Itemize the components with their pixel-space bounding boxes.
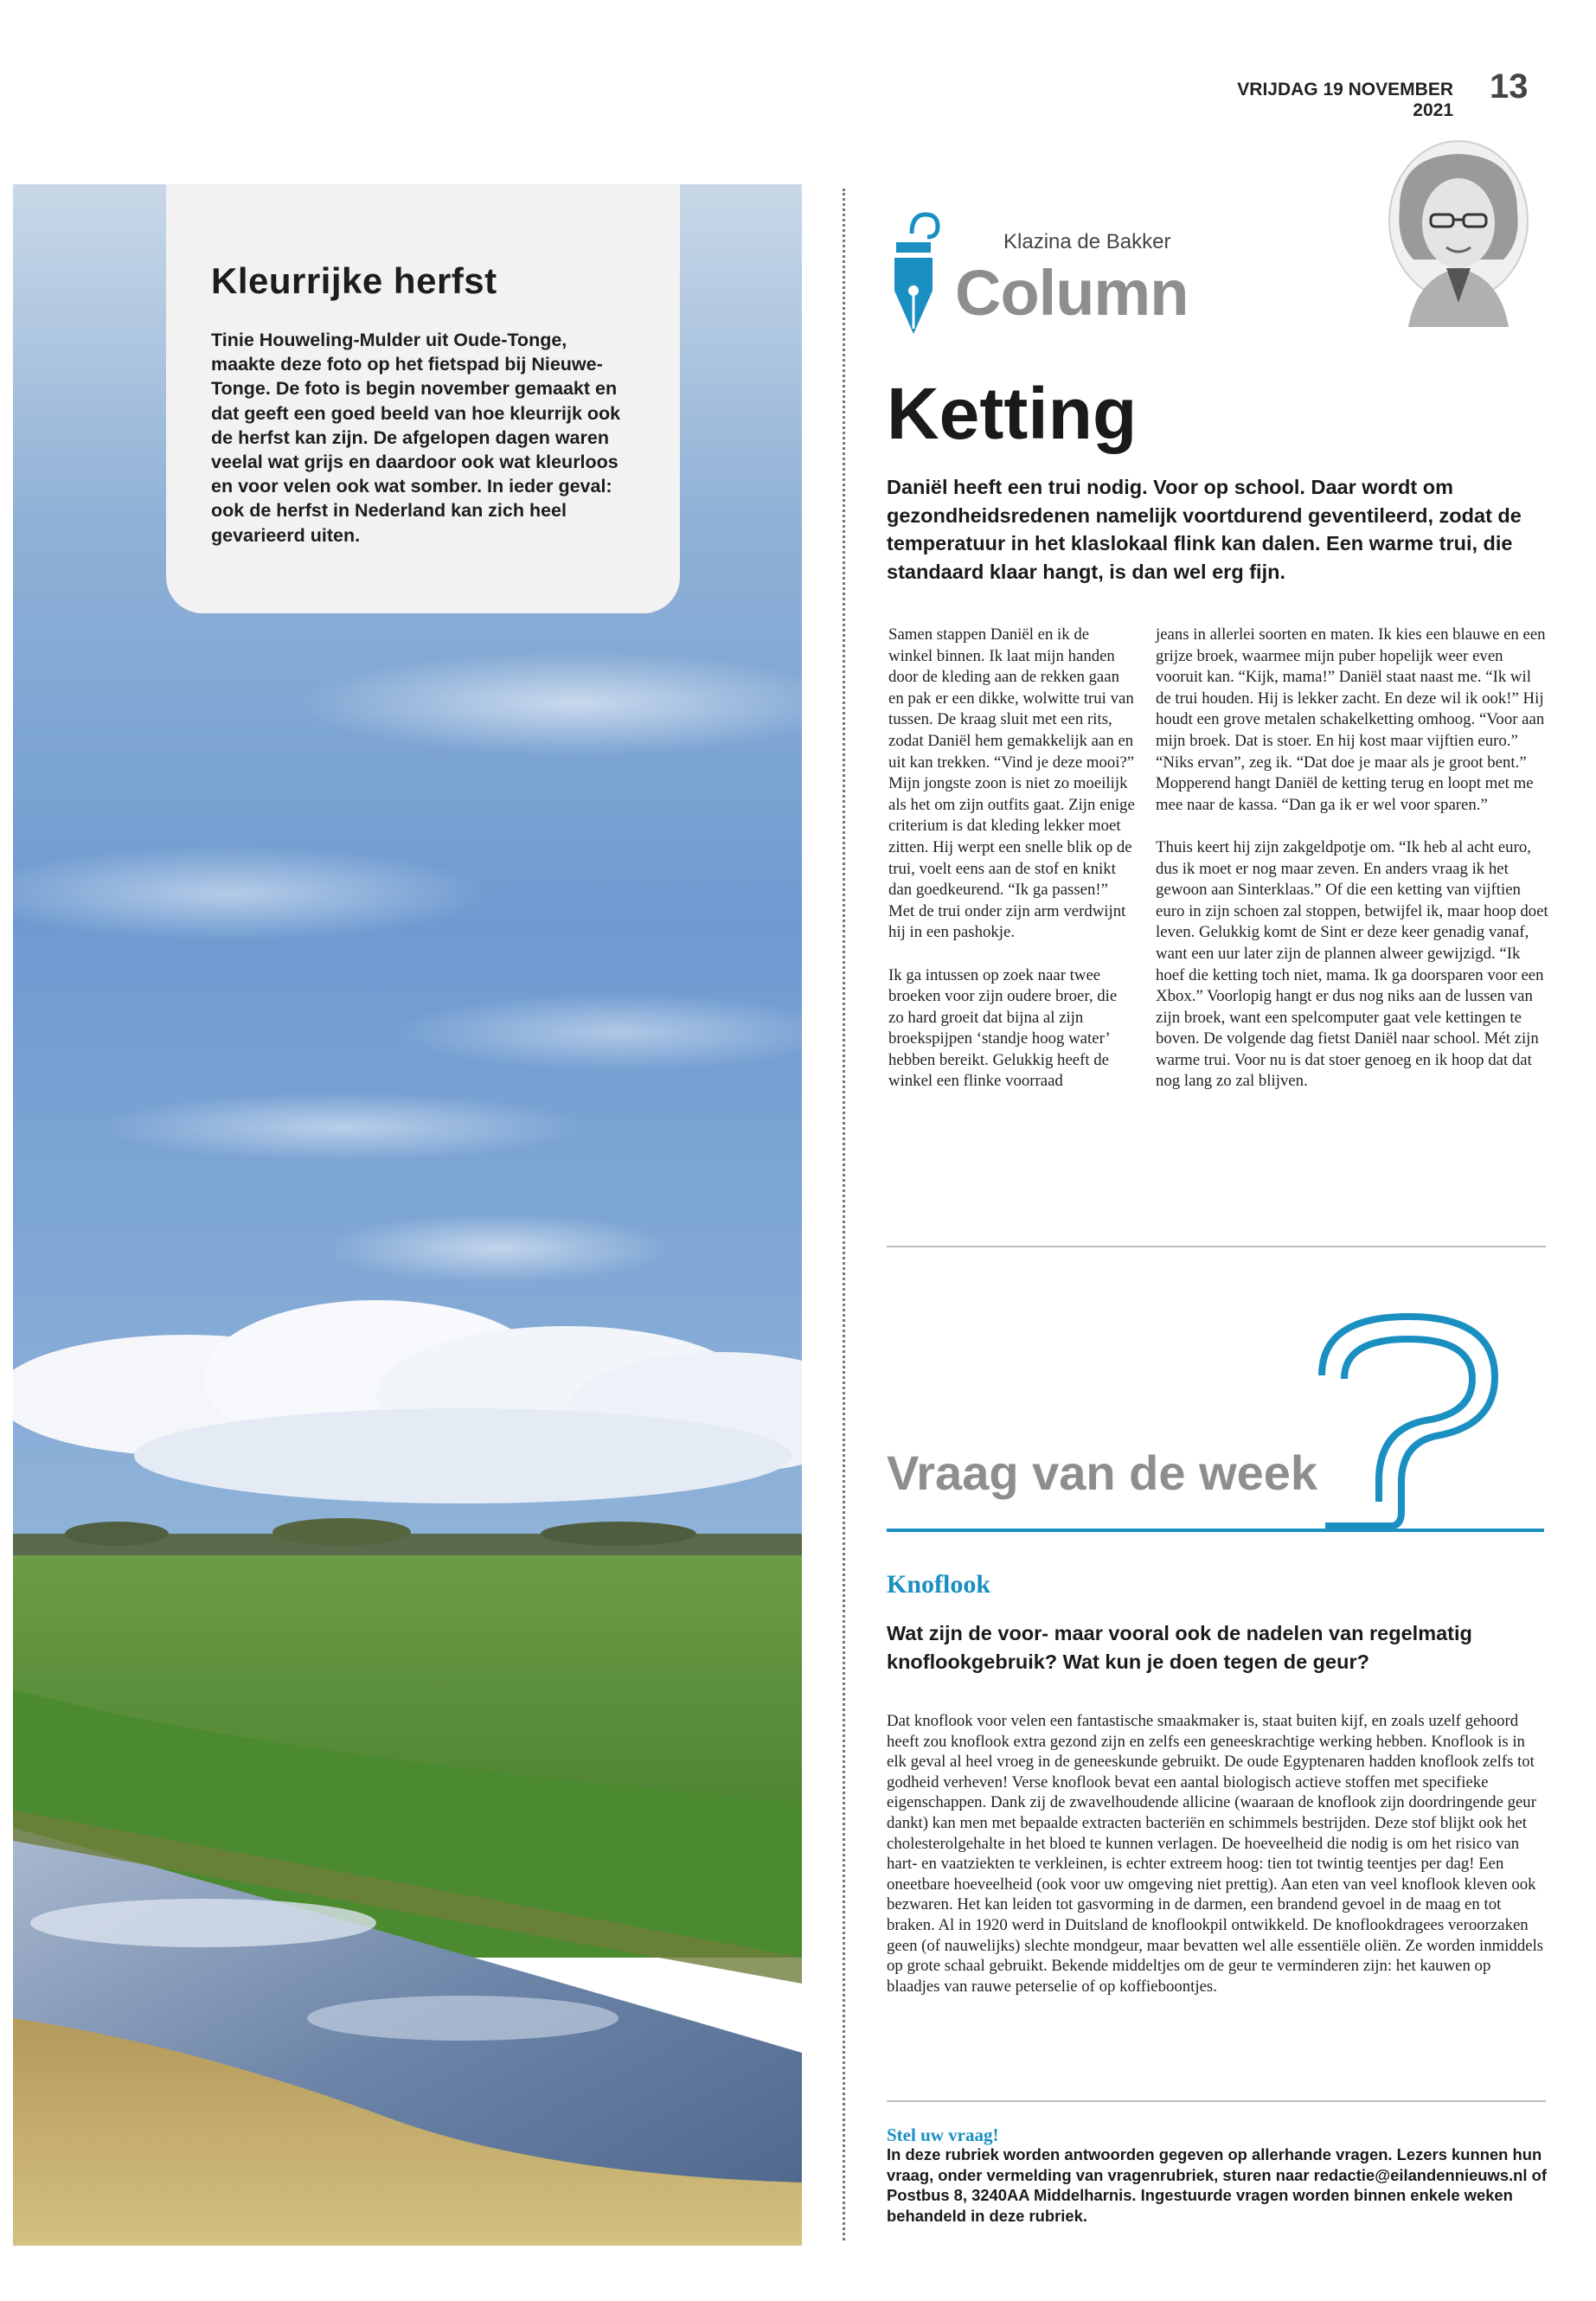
issue-date: VRIJDAG 19 NOVEMBER 2021 [1237, 80, 1453, 120]
photo-caption-title: Kleurrijke herfst [211, 260, 497, 301]
column-divider [843, 189, 845, 2240]
article-paragraph: Thuis keert hij zijn zakgeldpotje om. “Ik heb al acht euro, dus ik moet er nog maar zeven. En anders vraag ik het gewoon aan Sinterklaas.” Of die een ketting van vijftien euro in zijn schoen zal stoppen, betwijfel ik, maar hoop doet leven. Gelukkig komt de Sint er deze keer genadig vanaf, want een uur later zijn de plannen alweer gewijzigd. “Ik hoef die ketting toch niet, mama. Ik ga doorsparen voor een Xbox.” Voorlopig hangt er dus nog niks aan de lussen van zijn broek, want een spelcomputer gaat vele kettingen te boven. De volgende dag fietst Daniël naar school. Mét zijn warme trui. Voor nu is dat stoer genoeg en ik hoop dat dat nog lang zo zal blijven. [1156, 837, 1548, 1091]
vraag-answer: Dat knoflook voor velen een fantastische smaakmaker is, staat buiten kijf, en zoals uzelf gehoord heeft zou knoflook extra gezond zijn en zelfs een geneeskrachtige werking hebben. Knoflook is in elk geval al heel vroeg in de geneeskunde gebruikt. De oude Egyptenaren hadden knoflook zelfs tot godheid verheven! Verse knoflook bevat een aantal biologisch actieve stoffen met specifieke eigenschappen. Dank zij de zwavelhoudende allicine (waaraan de knoflook zijn doordringende geur dankt) kan men met bepaalde extracten bacteriën en schimmels bestrijden. Deze stof blijkt ook het cholesterolgehalte in het bloed te kunnen verlagen. De hoeveelheid die nodig is om het risico van hart- en vaatziekten te verkleinen, is echter extreem hoog: tien tot twintig teentjes per dag! Een oneetbare hoeveelheid (ook voor uw omgeving niet prettig). Aan eten van veel knoflook kleven ook bezwaren. Het kan leiden tot gasvorming in de darmen, een brandend gevoel in de maag en tot braken. Al in 1920 werd in Duitsland de knoflookpil ontwikkeld. De knoflookdragees veroorzaken geen (of nauwelijks) slechte mondgeur, maar bevatten wel alle essentiële oliën. Ze worden inmiddels op grote schaal gebruikt. Bekende middeltjes om de geur te verminderen zijn: het kauwen op blaadjes van rauwe peterselie of op koffieboontjes. [887, 1712, 1544, 1996]
article-paragraph: jeans in allerlei soorten en maten. Ik kies een blauwe en een grijze broek, waarmee mijn puber hopelijk weer even vooruit kan. “Kijk, mama!” Daniël staat naast me. “Ik wil de trui houden. Hij is lekker zacht. En deze wil ik ook!” Hij houdt een grove metalen schakelketting omhoog. “Voor aan mijn broek. Dat is stoer. En hij kost maar vijftien euro.” “Niks ervan”, zeg ik. “Dat doe je maar als je groot bent.” Mopperend hangt Daniël de ketting terug en loopt met me mee naar de kassa. “Dan ga ik er wel voor sparen.” [1156, 625, 1546, 814]
photo-caption-text: Tinie Houweling-Mulder uit Oude-Tonge, maakte deze foto op het fietspad bij Nieuwe-Tonge. De foto is begin november gemaakt en dat geeft een goed beeld van hoe kleurrijk ook de herfst kan zijn. De afgelopen dagen waren veelal wat grijs en daardoor ook wat kleurloos en voor velen ook wat somber. In ieder geval: ook de herfst in Nederland kan zich heel gevarieerd uiten. [211, 330, 621, 546]
article-lead: Daniël heeft een trui nodig. Voor op school. Daar wordt om gezondheidsredenen namelijk voortdurend geventileerd, zodat de temperatuur in het klaslokaal flink kan dalen. Een warme trui, die standaard klaar hangt, is dan wel erg fijn. [887, 476, 1522, 583]
article-body-column-2 [1156, 625, 1548, 1114]
stel-uw-vraag-title: Stel uw vraag! [887, 2125, 999, 2145]
fountain-pen-icon [886, 208, 943, 342]
column-label: Column [955, 257, 1189, 329]
stel-uw-vraag-text: In deze rubriek worden antwoorden gegeven op allerhande vragen. Lezers kunnen hun vraag, onder vermelding van vragenrubriek, sturen naar redactie@eilandennieuws.nl of Postbus 8, 3240AA Middelharnis. Ingestuurde vragen worden binnen enkele weken behandeld in deze rubriek. [887, 2145, 1547, 2225]
page-number: 13 [1490, 67, 1529, 106]
question-mark-icon [1306, 1306, 1548, 1535]
section-divider [887, 2100, 1546, 2102]
section-divider [887, 1246, 1546, 1247]
photo-caption-box [166, 184, 680, 613]
vraag-subject: Knoflook [887, 1570, 991, 1599]
vraag-heading: Vraag van de week [887, 1445, 1318, 1500]
article-paragraph: Ik ga intussen op zoek naar twee broeken voor zijn oudere broer, die zo hard groeit dat bijna al zijn broekspijpen ‘standje hoog water’ hebben bereikt. Gelukkig heeft de winkel een flinke voorraad [888, 965, 1118, 1091]
column-author: Klazina de Bakker [1003, 230, 1171, 253]
article-title: Ketting [887, 373, 1138, 454]
author-portrait [1382, 138, 1535, 331]
article-paragraph: Samen stappen Daniël en ik de winkel binnen. Ik laat mijn handen door de kleding aan de rekken gaan en pak er een dikke, wolwitte trui van tussen. De kraag sluit met een rits, zodat Daniël hem gemakkelijk aan en uit kan trekken. “Vind je deze mooi?” Mijn jongste zoon is niet zo moeilijk als het om zijn outfits gaat. Zijn enige criterium is dat kleding lekker moet zitten. Hij werpt een snelle blik op de trui, voelt eens aan de stof en knikt dan goedkeurend. “Ik ga passen!” Met de trui onder zijn arm verdwijnt hij in een pashokje. [888, 625, 1135, 942]
vraag-underline [887, 1529, 1544, 1532]
vraag-question: Wat zijn de voor- maar vooral ook de nadelen van regelmatig knoflookgebruik? Wat kun je doen tegen de geur? [887, 1622, 1472, 1673]
article-body-column-1 [888, 625, 1135, 1114]
